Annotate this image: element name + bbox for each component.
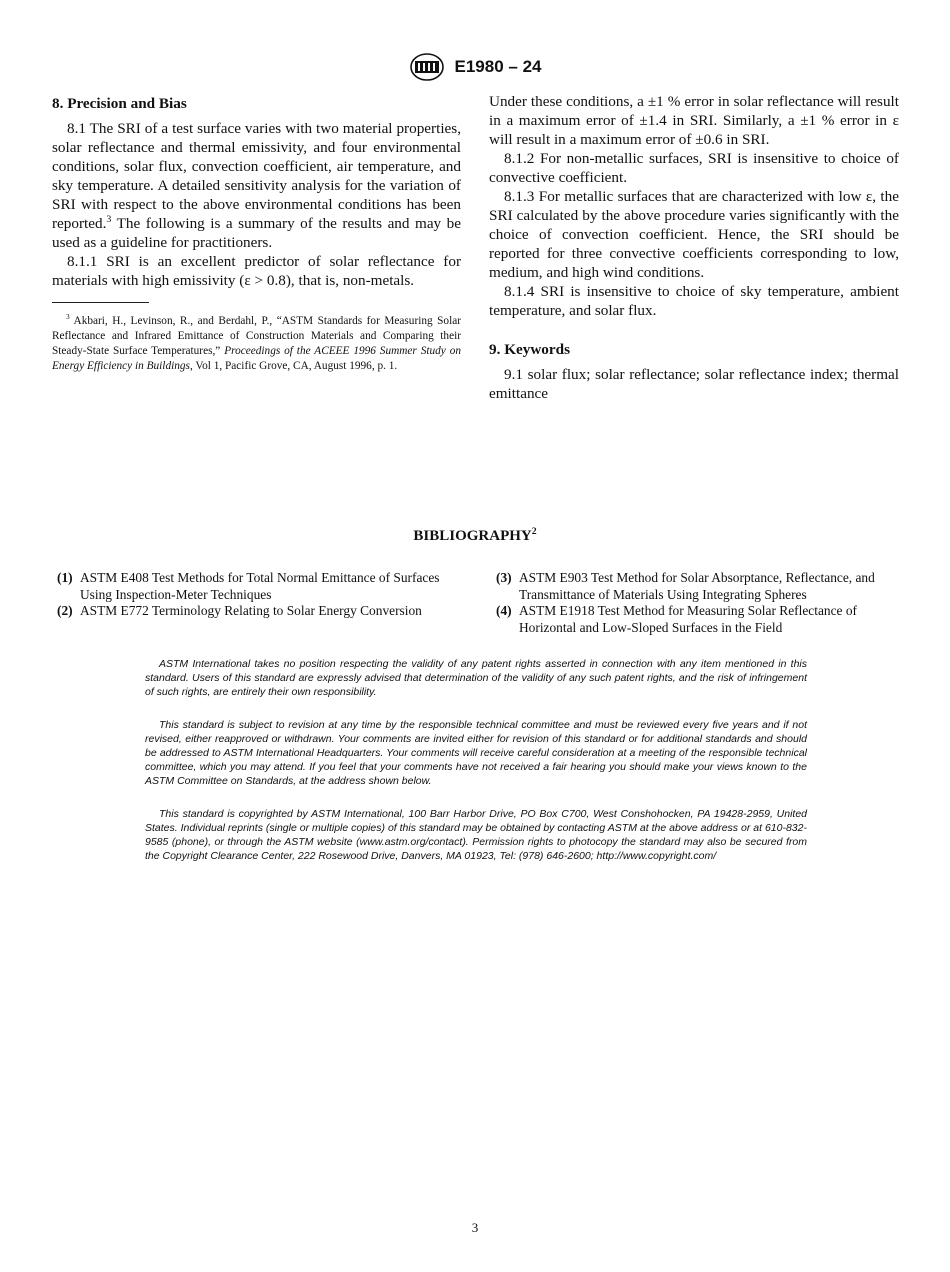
page-header	[0, 52, 950, 84]
bibliography-left	[57, 570, 447, 620]
paragraph-8-1-4: 8.1.4 SRI is insensitive to choice of sky temperature, ambient temperature, and solar flux.	[489, 283, 899, 319]
bibliography-title-sup: 2	[531, 526, 537, 537]
paragraph-8-1	[52, 119, 461, 252]
bibliography-text: ASTM E408 Test Methods for Total Normal Emittance of Surfaces Using Inspection-Meter Techniques	[80, 570, 440, 602]
patent-notice: ASTM International takes no position respecting the validity of any patent rights asserted in connection with any item mentioned in this standard. Users of this standard are expressly advised that determination of the validity of any such patent rights, and the risk of infringement of such rights, are entirely their own responsibility.	[145, 658, 807, 698]
bibliography-item	[496, 603, 906, 636]
bibliography-text: ASTM E903 Test Method for Solar Absorptance, Reflectance, and Transmittance of Materials Using Integrating Spheres	[519, 570, 875, 602]
bibliography-item	[57, 570, 447, 603]
bibliography-number: (2)	[57, 603, 73, 618]
footnote-3	[52, 314, 461, 374]
bibliography-text: ASTM E772 Terminology Relating to Solar Energy Conversion	[80, 603, 422, 618]
left-column	[52, 92, 461, 386]
section-8-heading: 8. Precision and Bias	[52, 95, 187, 112]
bibliography-number: (1)	[57, 570, 73, 585]
paragraph-8-1-text-a: 8.1 The SRI of a test surface varies with two material properties, solar reflectance and thermal emissivity, and four environmental conditions, solar flux, convection coefficient, air temperature, and sky temperature. A detailed sensitivity analysis for the variation of SRI with respect to the above environmental conditions has been reported.	[52, 120, 461, 232]
bibliography-right	[496, 570, 906, 636]
bibliography-text: ASTM E1918 Test Method for Measuring Solar Reflectance of Horizontal and Low-Sloped Surfaces in the Field	[519, 603, 857, 635]
paragraph-8-1-2: 8.1.2 For non-metallic surfaces, SRI is insensitive to choice of convective coefficient.	[489, 150, 899, 186]
bibliography-number: (3)	[496, 570, 512, 585]
footnote-number: 3	[66, 312, 70, 322]
paragraph-8-1-3: 8.1.3 For metallic surfaces that are characterized with low ε, the SRI calculated by the above procedure varies significantly with the choice of convection coefficient. Hence, the SRI should be reported for three convective coefficients corresponding to low, medium, and high wind conditions.	[489, 188, 899, 281]
copyright-notice: This standard is copyrighted by ASTM International, 100 Barr Harbor Drive, PO Box C700, West Conshohocken, PA 19428-2959, United States. Individual reprints (single or multiple copies) of this standard may be obtained by contacting ASTM at the above address or at 610-832-9585 (phone), or through the ASTM website (www.astm.org/contact). Permission rights to photocopy the standard may also be secured from the Copyright Clearance Center, 222 Rosewood Drive, Danvers, MA 01923, Tel: (978) 646-2600; http://www.copyright.com/	[145, 808, 807, 862]
paragraph-9-1: 9.1 solar flux; solar reflectance; solar reflectance index; thermal emittance	[489, 366, 899, 402]
astm-logo-icon	[409, 52, 445, 82]
bibliography-item	[57, 603, 447, 620]
footnote-text-italic: Proceedings of the ACEEE 1996 Summer Study on Energy Efficiency in Buildings	[52, 345, 461, 373]
document-id: E1980 – 24	[454, 57, 542, 76]
footnote-ref-3[interactable]: 3	[106, 213, 112, 225]
paragraph-8-1-1-continued: Under these conditions, a ±1 % error in solar reflectance will result in a maximum error of ±1.4 in SRI. Similarly, a ±1 % error in ε will result in a maximum error of ±0.6 in SRI.	[489, 93, 899, 148]
footnote-text-b: , Vol 1, Pacific Grove, CA, August 1996, p. 1.	[189, 360, 398, 373]
footnote-divider	[52, 302, 149, 303]
footnote-text-a: Akbari, H., Levinson, R., and Berdahl, P., “ASTM Standards for Measuring Solar Reflectance and Infrared Emittance of Construction Materials and Comparing their Steady-State Surface Temperatures,”	[52, 315, 461, 358]
bibliography-title-text: BIBLIOGRAPHY	[413, 528, 532, 544]
bibliography-number: (4)	[496, 603, 512, 618]
paragraph-8-1-1: 8.1.1 SRI is an excellent predictor of solar reflectance for materials with high emissivity (ε > 0.8), that is, non-metals.	[52, 253, 461, 289]
bibliography-item	[496, 570, 906, 603]
page-number: 3	[471, 1220, 479, 1235]
section-9-heading: 9. Keywords	[489, 341, 570, 358]
bibliography-title	[0, 528, 950, 545]
paragraph-8-1-text-b: The following is a summary of the results and may be used as a guideline for practitioners.	[52, 215, 461, 251]
revision-notice: This standard is subject to revision at any time by the responsible technical committee and must be reviewed every five years and if not revised, either reapproved or withdrawn. Your comments are invited either for revision of this standard or for additional standards and should be addressed to ASTM International Headquarters. Your comments will receive careful consideration at a meeting of the responsible technical committee, which you may attend. If you feel that your comments have not received a fair hearing you should make your views known to the ASTM Committee on Standards, at the address shown below.	[145, 719, 807, 787]
right-column	[489, 92, 899, 403]
